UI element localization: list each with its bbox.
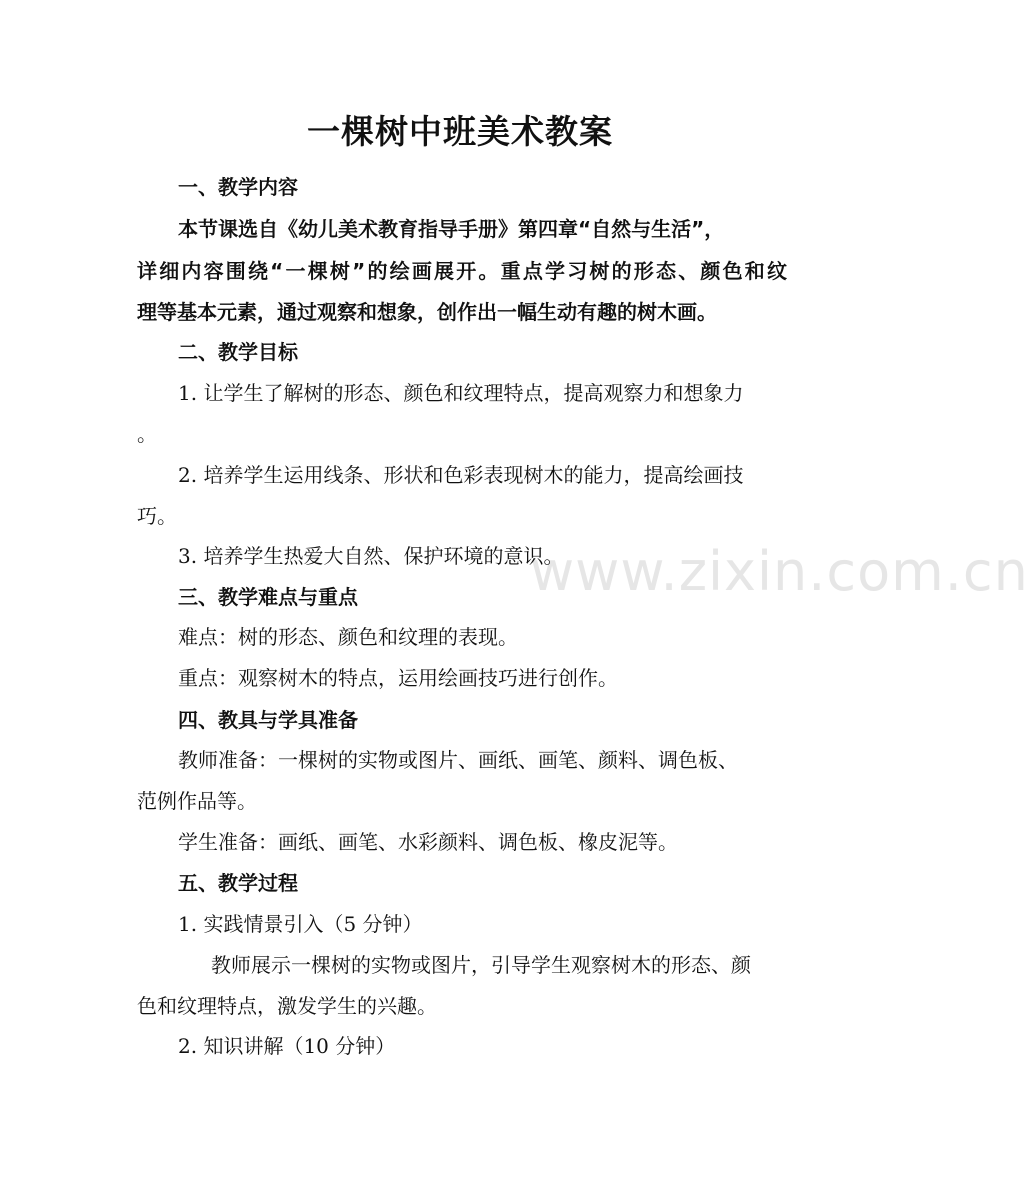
list-item-continuation: 。 <box>137 422 157 446</box>
paragraph-line: 本节课选自《幼儿美术教育指导手册》第四章“自然与生活”， <box>178 217 725 241</box>
section-heading: 四、教具与学具准备 <box>178 708 358 732</box>
paragraph-line: 详细内容围绕“一棵树”的绘画展开。重点学习树的形态、颜色和纹 <box>137 259 787 283</box>
document-title: 一棵树中班美术教案 <box>307 112 613 151</box>
list-item: 1. 让学生了解树的形态、颜色和纹理特点，提高观察力和想象力 <box>178 381 744 405</box>
list-item: 2. 知识讲解（10 分钟） <box>178 1034 396 1058</box>
section-heading: 五、教学过程 <box>178 871 298 895</box>
watermark: www.zixin.com.cn <box>530 540 1029 603</box>
paragraph-line: 理等基本元素，通过观察和想象，创作出一幅生动有趣的树木画。 <box>137 300 717 324</box>
section-heading: 三、教学难点与重点 <box>178 585 358 609</box>
list-item: 3. 培养学生热爱大自然、保护环境的意识。 <box>178 544 564 568</box>
paragraph-line: 范例作品等。 <box>137 789 257 813</box>
paragraph-line: 学生准备：画纸、画笔、水彩颜料、调色板、橡皮泥等。 <box>178 830 678 854</box>
paragraph-line: 重点：观察树木的特点，运用绘画技巧进行创作。 <box>178 666 618 690</box>
paragraph-line: 难点：树的形态、颜色和纹理的表现。 <box>178 625 518 649</box>
paragraph-line: 教师准备：一棵树的实物或图片、画纸、画笔、颜料、调色板、 <box>178 748 738 772</box>
list-item-continuation: 巧。 <box>137 504 177 528</box>
section-heading: 一、教学内容 <box>178 175 298 199</box>
paragraph-line: 教师展示一棵树的实物或图片，引导学生观察树木的形态、颜 <box>211 953 751 977</box>
paragraph-line: 色和纹理特点，激发学生的兴趣。 <box>137 994 437 1018</box>
list-item: 1. 实践情景引入（5 分钟） <box>178 912 423 936</box>
section-heading: 二、教学目标 <box>178 340 298 364</box>
list-item: 2. 培养学生运用线条、形状和色彩表现树木的能力，提高绘画技 <box>178 463 744 487</box>
